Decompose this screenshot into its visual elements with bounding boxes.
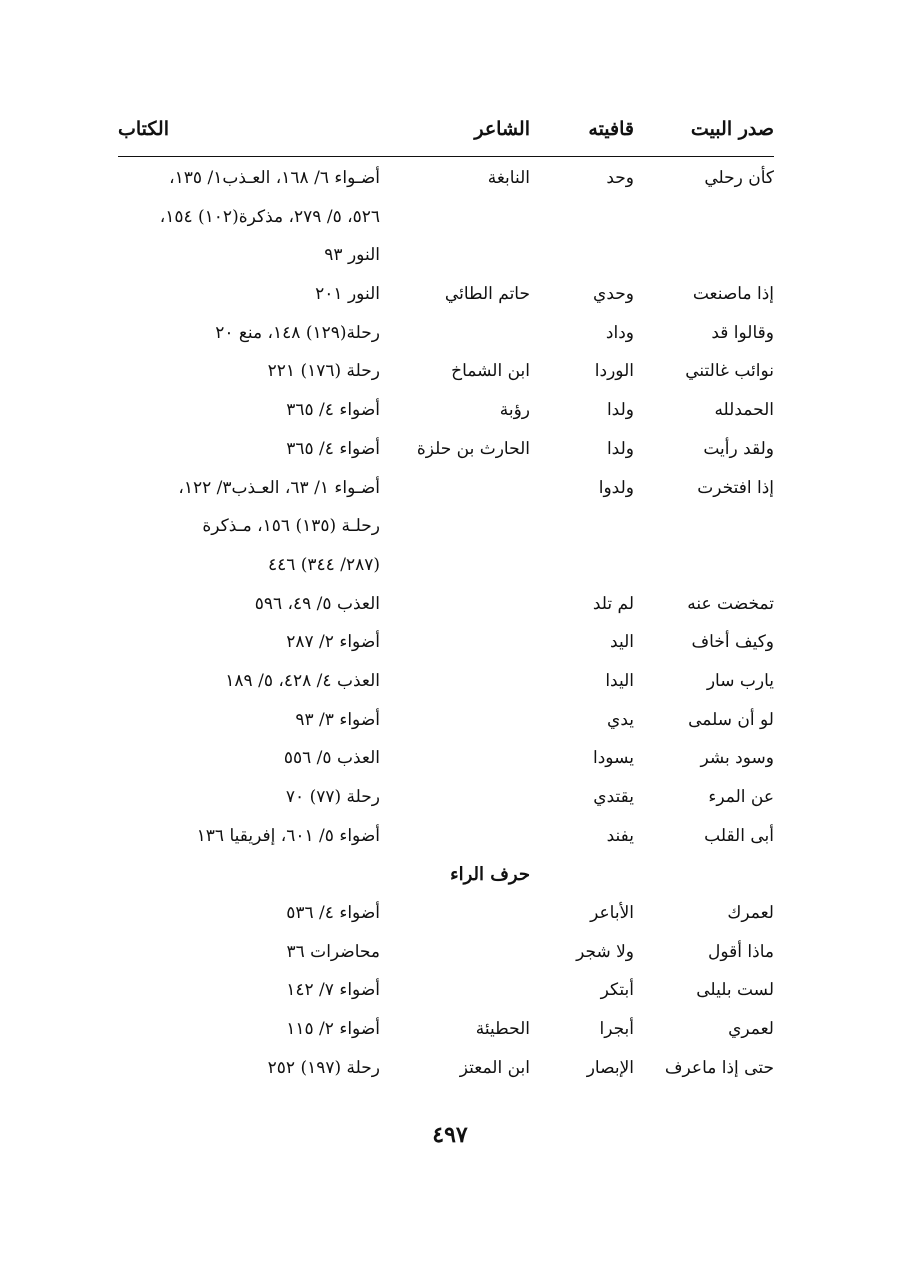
verse-opening: نوائب غالتني [685,361,774,382]
rhyme-word: وحد [606,168,634,188]
verse-opening: يارب سار [706,670,774,691]
header-poet: الشاعر [474,118,530,140]
book-reference: أضواء ٥/ ٦٠١، إفريقيا ١٣٦ [196,825,380,846]
table-row [118,665,774,704]
table-row [118,781,774,820]
rhyme-word: وحدي [593,284,634,305]
book-reference: النور ٩٣ [324,245,380,266]
poet-name: ابن المعتز [459,1057,530,1078]
book-reference: رحلة (١٧٦) ٢٢١ [267,361,380,382]
rhyme-word: يسودا [593,748,634,769]
rhyme-word: يفند [606,825,634,846]
verse-opening: وكيف أخاف [691,632,774,653]
rhyme-word: الوردا [594,361,634,382]
book-reference: العذب ٥/ ٥٥٦ [283,748,380,769]
verse-opening: عن المرء [708,787,774,807]
section-title: حرف الراء [450,864,530,886]
rows-group-ra [118,897,774,1090]
table-row [118,936,774,975]
verse-opening: ماذا أقول [708,941,774,962]
rhyme-word: اليدا [605,670,634,691]
verse-opening: لعمرك [727,903,774,924]
header-verse-opening: صدر البيت [690,118,774,140]
table-row [118,278,774,317]
table-row [118,626,774,665]
rhyme-word: لم تلد [592,593,634,614]
book-reference: رحلـة (١٣٥) ١٥٦، مـذكرة [202,516,380,537]
book-reference: العذب ٥/ ٤٩، ٥٩٦ [254,593,380,614]
book-reference: أضواء ٤/ ٥٣٦ [286,903,380,924]
rows-group-dal [118,162,774,858]
table-row [118,433,774,472]
verse-opening: إذا افتخرت [697,477,774,498]
book-reference: العذب ٤/ ٤٢٨، ٥/ ١٨٩ [225,670,380,691]
rhyme-word: يقتدي [593,787,634,807]
poet-name: الحطيئة [475,1019,530,1040]
verse-opening: لست بليلى [696,980,774,1001]
table-row [118,820,774,859]
table-row [118,355,774,394]
table-row [118,510,774,549]
verse-opening: الحمدلله [714,400,774,421]
header-rhyme: قافيته [588,118,634,140]
book-reference: أضـواء ١/ ٦٣، العـذب٣/ ١٢٢، [178,477,380,498]
poet-name: حاتم الطائي [444,284,530,305]
book-reference: أضواء ٧/ ١٤٢ [286,980,380,1001]
table-row [118,394,774,433]
book-reference: أضواء ٢/ ٢٨٧ [286,632,380,653]
verse-opening: حتى إذا ماعرف [664,1057,774,1078]
rhyme-word: أبتكر [600,980,634,1001]
table-row [118,974,774,1013]
table-row [118,162,774,201]
book-reference: رحلة(١٢٩) ١٤٨، منع ٢٠ [215,322,380,343]
table-row [118,1013,774,1052]
book-reference: رحلة (٧٧) ٧٠ [285,787,380,807]
book-reference: (٢٨٧/ ٣٤٤) ٤٤٦ [267,554,380,575]
poet-name: رؤبة [499,400,530,421]
verse-index-table [118,162,774,1091]
verse-opening: ولقد رأيت [703,438,774,459]
book-reference: أضواء ٣/ ٩٣ [295,709,380,730]
book-reference: رحلة (١٩٧) ٢٥٢ [267,1057,380,1078]
rhyme-word: يدي [607,709,634,730]
verse-opening: لعمري [728,1019,774,1040]
book-reference: أضـواء ٦/ ١٦٨، العـذب١/ ١٣٥، [169,168,380,188]
book-reference: ٥٢٦، ٥/ ٢٧٩، مذكرة(١٠٢) ١٥٤، [159,206,380,227]
table-row [118,472,774,511]
verse-opening: كأن رحلي [704,168,774,188]
table-row [118,588,774,627]
rhyme-word: ولدا [606,400,634,421]
table-row [118,239,774,278]
table-row [118,897,774,936]
table-row [118,742,774,781]
book-reference: أضواء ٤/ ٣٦٥ [286,400,380,421]
table-row [118,317,774,356]
table-row [118,704,774,743]
rhyme-word: ولا شجر [576,941,634,962]
table-header [118,112,774,157]
rhyme-word: أبجرا [599,1019,634,1040]
table-row [118,1052,774,1091]
verse-opening: تمخضت عنه [687,593,774,614]
rhyme-word: ولدا [606,438,634,459]
table-row [118,549,774,588]
book-reference: أضواء ٢/ ١١٥ [286,1019,380,1040]
verse-opening: إذا ماصنعت [692,284,774,305]
poet-name: النابغة [487,168,530,188]
book-reference: النور ٢٠١ [315,284,380,305]
rhyme-word: ولدوا [598,477,634,498]
header-book: الكتاب [118,118,169,140]
table-row [118,201,774,240]
poet-name: الحارث بن حلزة [416,438,530,459]
page-number: ٤٩٧ [432,1122,468,1148]
verse-opening: وسود بشر [700,748,774,769]
poet-name: ابن الشماخ [451,361,530,382]
rhyme-word: اليد [610,632,634,653]
section-heading [118,858,774,897]
rhyme-word: الإبصار [586,1057,634,1078]
verse-opening: لو أن سلمى [688,709,774,730]
book-reference: أضواء ٤/ ٣٦٥ [286,438,380,459]
book-reference: محاضرات ٣٦ [286,941,380,962]
verse-opening: وقالوا قد [711,322,774,343]
rhyme-word: الأباعر [590,903,634,924]
rhyme-word: وداد [605,322,634,343]
verse-opening: أبى القلب [704,825,774,846]
